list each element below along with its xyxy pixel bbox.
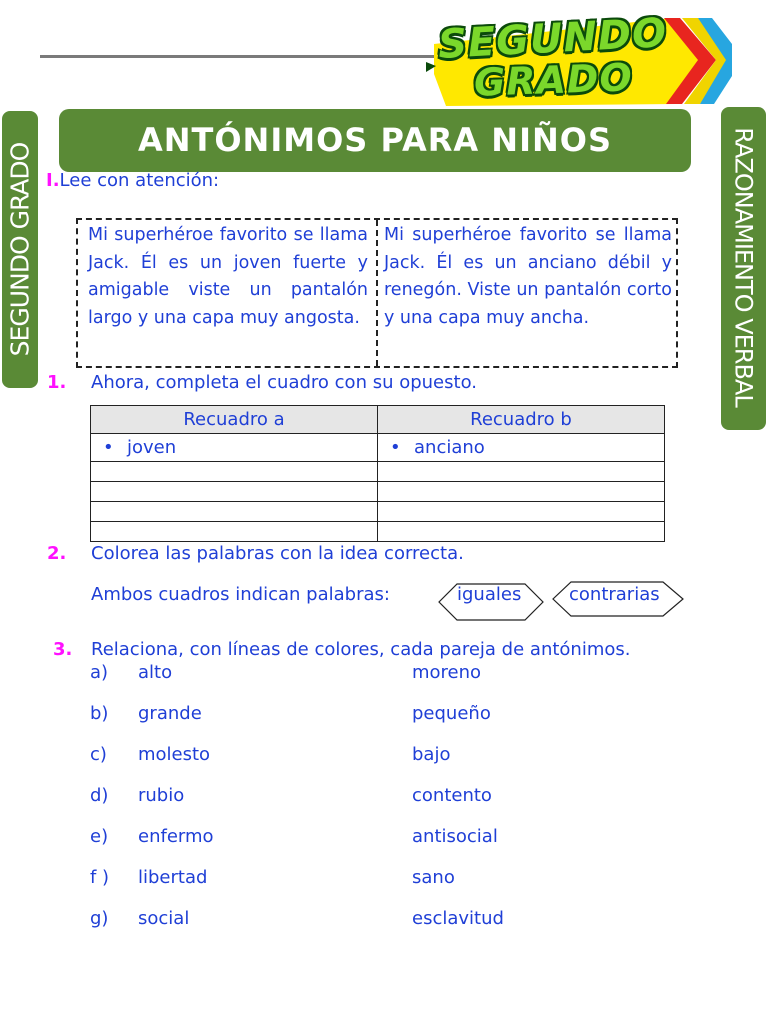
cell-a1-text: joven [127,437,177,458]
table-cell-empty[interactable] [91,502,378,522]
table-row [91,522,665,542]
story-right: Mi superhéroe favorito se llama Jack. Él es un anciano débil y renegón. Viste un pantalón corto y una capa muy ancha. [384,225,672,328]
table-cell-empty[interactable] [378,482,665,502]
story-divider [376,220,378,366]
bullet-icon: • [103,437,114,458]
opposites-table [90,405,665,542]
q1-text: Ahora, completa el cuadro con su opuesto. [91,372,477,393]
pair-letter-d: d) [90,785,109,806]
pair-right-e[interactable]: antisocial [412,826,498,847]
story-left: Mi superhéroe favorito se llama Jack. Él es un joven fuerte y amigable viste un pantalón largo y una capa muy angosta. [88,225,368,328]
pair-left-g[interactable]: social [138,908,190,929]
table-header-row [91,406,665,434]
table-cell-empty[interactable] [91,482,378,502]
pair-letter-e: e) [90,826,109,847]
bullet-icon: • [390,437,401,458]
pair-left-b[interactable]: grande [138,703,202,724]
page-title: ANTÓNIMOS PARA NIÑOS [137,121,613,159]
pair-left-c[interactable]: molesto [138,744,211,765]
option-iguales[interactable]: iguales [457,584,522,605]
pair-letter-f: f ) [90,867,110,888]
pair-left-e[interactable]: enfermo [138,826,214,847]
pair-left-f[interactable]: libertad [138,867,208,888]
q3-number: 3. [53,639,73,660]
segundo-grado-logo [426,10,732,106]
title-banner [59,109,691,172]
pair-right-f[interactable]: sano [412,867,455,888]
intro-line [46,170,219,191]
intro-number: I. [46,170,60,191]
pair-right-a[interactable]: moreno [412,662,482,683]
table-cell-empty[interactable] [378,462,665,482]
logo-word-grado: GRADO [473,55,634,105]
table-header-b: Recuadro b [378,406,665,434]
intro-text: Lee con atención: [59,170,220,191]
left-side-label: SEGUNDO GRADO [5,142,35,357]
table-header-a: Recuadro a [91,406,378,434]
table-cell-empty[interactable] [378,522,665,542]
pair-letter-a: a) [90,662,109,683]
pair-right-d[interactable]: contento [412,785,492,806]
pair-left-a[interactable]: alto [138,662,173,683]
pair-letter-b: b) [90,703,109,724]
logo-word-segundo: SEGUNDO [436,10,669,68]
table-row [91,482,665,502]
table-cell-empty[interactable] [91,462,378,482]
table-cell-empty[interactable] [91,522,378,542]
pair-right-b[interactable]: pequeño [412,703,491,724]
q2-number: 2. [47,543,67,564]
pair-left-d[interactable]: rubio [138,785,185,806]
table-row [91,434,665,462]
option-contrarias[interactable]: contrarias [569,584,660,605]
left-side-label-bar [2,111,38,388]
pair-letter-g: g) [90,908,109,929]
table-row [91,502,665,522]
pair-right-g[interactable]: esclavitud [412,908,504,929]
table-row [91,462,665,482]
table-cell-b1[interactable] [378,434,665,462]
pair-letter-c: c) [90,744,107,765]
story-box [76,218,678,368]
table-cell-a1[interactable] [91,434,378,462]
cell-b1-text: anciano [414,437,485,458]
right-side-label: RAZONAMIENTO VERBAL [729,127,758,407]
table-cell-empty[interactable] [378,502,665,522]
pair-right-c[interactable]: bajo [412,744,451,765]
q3-text: Relaciona, con líneas de colores, cada pareja de antónimos. [91,639,631,660]
header-rule [40,55,435,58]
q2-text: Colorea las palabras con la idea correcta. [91,543,464,564]
q1-number: 1. [47,372,67,393]
q2-prompt: Ambos cuadros indican palabras: [91,584,390,605]
right-side-label-bar [721,107,766,430]
